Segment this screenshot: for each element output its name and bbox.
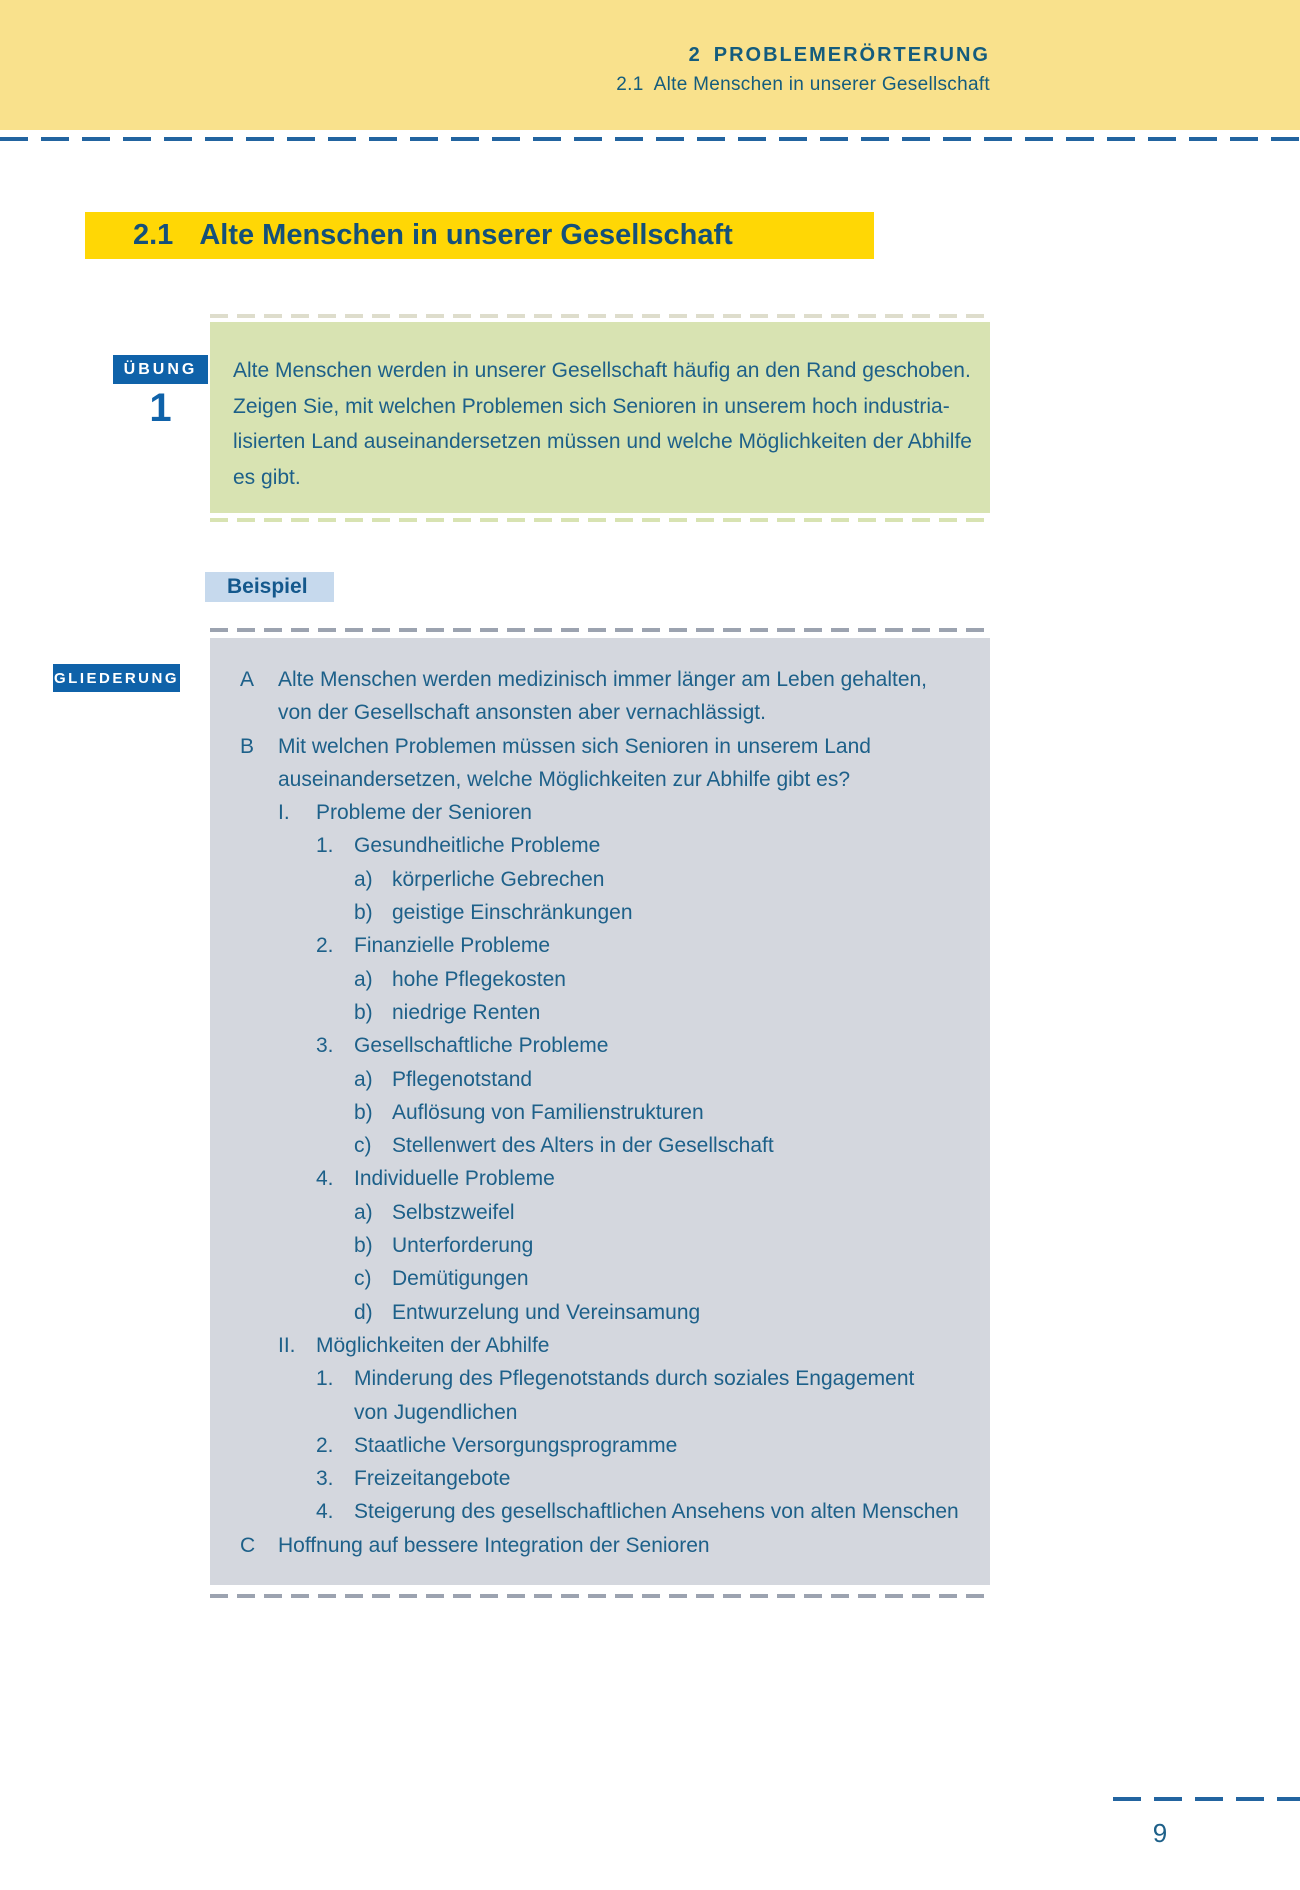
exercise-line: lisierten Land auseinandersetzen müssen und welche Möglichkeiten der Abhilfe bbox=[233, 430, 972, 453]
outline-text: Finanzielle Probleme bbox=[354, 934, 551, 958]
outline-line bbox=[210, 1462, 990, 1495]
outline-marker: 2. bbox=[316, 934, 334, 958]
outline-text: Individuelle Probleme bbox=[354, 1167, 555, 1191]
outline-text: hohe Pflegekosten bbox=[392, 967, 566, 991]
chapter-number: 2 bbox=[688, 44, 702, 66]
outline-line bbox=[210, 996, 990, 1029]
outline-text: Freizeitangebote bbox=[354, 1467, 511, 1491]
outline-line bbox=[210, 1362, 990, 1395]
outline-marker: 3. bbox=[316, 1467, 334, 1491]
outline-text: Pflegenotstand bbox=[392, 1067, 533, 1091]
section-number: 2.1 bbox=[616, 74, 644, 95]
outline-line bbox=[210, 1429, 990, 1462]
outline-text: Alte Menschen werden medizinisch immer länger am Leben gehalten, bbox=[278, 668, 928, 691]
outline-marker: a) bbox=[354, 1067, 373, 1091]
outline-text: auseinandersetzen, welche Möglichkeiten zur Abhilfe gibt es? bbox=[278, 767, 851, 791]
section-title: Alte Menschen in unserer Gesellschaft bbox=[653, 74, 990, 95]
uebung-label: ÜBUNG bbox=[113, 355, 208, 384]
outline-line bbox=[210, 1029, 990, 1062]
outline-text: Hoffnung auf bessere Integration der Senioren bbox=[278, 1533, 710, 1557]
exercise-box bbox=[210, 322, 990, 513]
outline-marker: d) bbox=[354, 1300, 373, 1324]
outline-text: Auflösung von Familienstrukturen bbox=[392, 1100, 704, 1124]
outline-text: Möglichkeiten der Abhilfe bbox=[316, 1333, 550, 1357]
outline-marker: a) bbox=[354, 1200, 373, 1224]
exercise-line: Alte Menschen werden in unserer Gesellschaft häufig an den Rand geschoben. bbox=[233, 359, 971, 382]
outline-text: Selbstzweifel bbox=[392, 1200, 515, 1224]
uebung-number: 1 bbox=[149, 386, 172, 430]
outline-text: Stellenwert des Alters in der Gesellschaft bbox=[392, 1134, 774, 1158]
outline-text: Staatliche Versorgungsprogramme bbox=[354, 1433, 678, 1457]
page-number: 9 bbox=[1152, 1818, 1168, 1848]
exercise-line: es gibt. bbox=[233, 465, 301, 489]
outline-text: Unterforderung bbox=[392, 1234, 534, 1258]
outline-line bbox=[210, 1329, 990, 1362]
outline-marker: b) bbox=[354, 1234, 373, 1258]
outline-text: von Jugendlichen bbox=[354, 1400, 518, 1424]
outline-line bbox=[210, 1063, 990, 1096]
outline-marker: a) bbox=[354, 867, 373, 891]
outline-marker: a) bbox=[354, 967, 373, 991]
outline-line bbox=[210, 963, 990, 996]
outline-marker: II. bbox=[278, 1333, 296, 1357]
outline-marker: c) bbox=[354, 1134, 372, 1158]
outline-text: von der Gesellschaft ansonsten aber vernachlässigt. bbox=[278, 701, 766, 725]
outline-line bbox=[210, 1296, 990, 1329]
exercise-box-top-rule bbox=[210, 314, 990, 318]
outline-marker: 1. bbox=[316, 1367, 334, 1391]
outline-box-bottom-rule bbox=[210, 1594, 990, 1598]
page-title bbox=[85, 212, 874, 259]
outline-line bbox=[210, 896, 990, 929]
running-head-chapter bbox=[0, 44, 990, 67]
outline-text: Steigerung des gesellschaftlichen Ansehens von alten Menschen bbox=[354, 1500, 959, 1524]
outline-line bbox=[210, 696, 990, 729]
outline-line bbox=[210, 1096, 990, 1129]
beispiel-badge: Beispiel bbox=[205, 572, 334, 602]
page-title-text: Alte Menschen in unserer Gesellschaft bbox=[199, 219, 733, 251]
exercise-line: Zeigen Sie, mit welchen Problemen sich Senioren in unserem hoch industria- bbox=[233, 394, 950, 418]
outline-text: niedrige Renten bbox=[392, 1000, 541, 1024]
outline-line bbox=[210, 1396, 990, 1429]
outline-marker: b) bbox=[354, 1100, 373, 1124]
outline-text: Entwurzelung und Vereinsamung bbox=[392, 1300, 701, 1324]
outline-text: Mit welchen Problemen müssen sich Senioren in unserem Land bbox=[278, 734, 871, 758]
gliederung-label: GLIEDERUNG bbox=[53, 664, 180, 692]
outline-box-top-rule bbox=[210, 628, 990, 632]
footer-dashed-rule bbox=[1113, 1797, 1300, 1801]
running-head-section bbox=[0, 74, 990, 96]
outline-marker: 1. bbox=[316, 834, 334, 858]
outline-line bbox=[210, 829, 990, 862]
outline-line bbox=[210, 1262, 990, 1295]
page-title-number: 2.1 bbox=[133, 219, 174, 251]
outline-text: Demütigungen bbox=[392, 1267, 529, 1291]
outline-line bbox=[210, 1129, 990, 1162]
outline-text: Gesundheitliche Probleme bbox=[354, 834, 601, 858]
outline-marker: C bbox=[240, 1533, 256, 1557]
exercise-box-bottom-rule bbox=[210, 518, 990, 522]
outline-line bbox=[210, 929, 990, 962]
outline-line bbox=[210, 1196, 990, 1229]
outline-text: Minderung des Pflegenotstands durch soziales Engagement bbox=[354, 1367, 915, 1391]
outline-line bbox=[210, 1229, 990, 1262]
outline-marker: b) bbox=[354, 901, 373, 925]
outline-line bbox=[210, 663, 990, 696]
outline-line bbox=[210, 796, 990, 829]
outline-line bbox=[210, 1529, 990, 1562]
outline-text: Probleme der Senioren bbox=[316, 801, 532, 825]
outline-line bbox=[210, 1495, 990, 1528]
outline-text: geistige Einschränkungen bbox=[392, 901, 633, 925]
outline-line bbox=[210, 1162, 990, 1195]
outline-box bbox=[210, 638, 990, 1585]
outline-marker: 2. bbox=[316, 1433, 334, 1457]
outline-marker: 4. bbox=[316, 1500, 334, 1524]
top-dashed-rule bbox=[0, 137, 1300, 141]
running-head bbox=[0, 0, 1300, 130]
outline-line bbox=[210, 763, 990, 796]
outline-line bbox=[210, 863, 990, 896]
outline-marker: c) bbox=[354, 1267, 372, 1291]
outline-text: Gesellschaftliche Probleme bbox=[354, 1034, 609, 1058]
outline-marker: B bbox=[240, 734, 255, 758]
outline-text: körperliche Gebrechen bbox=[392, 867, 605, 891]
outline-marker: 4. bbox=[316, 1167, 334, 1191]
outline-line bbox=[210, 730, 990, 763]
outline-marker: I. bbox=[278, 801, 290, 825]
chapter-title: PROBLEMERÖRTERUNG bbox=[713, 44, 990, 66]
outline-marker: b) bbox=[354, 1000, 373, 1024]
outline-marker: A bbox=[240, 668, 255, 691]
outline-marker: 3. bbox=[316, 1034, 334, 1058]
